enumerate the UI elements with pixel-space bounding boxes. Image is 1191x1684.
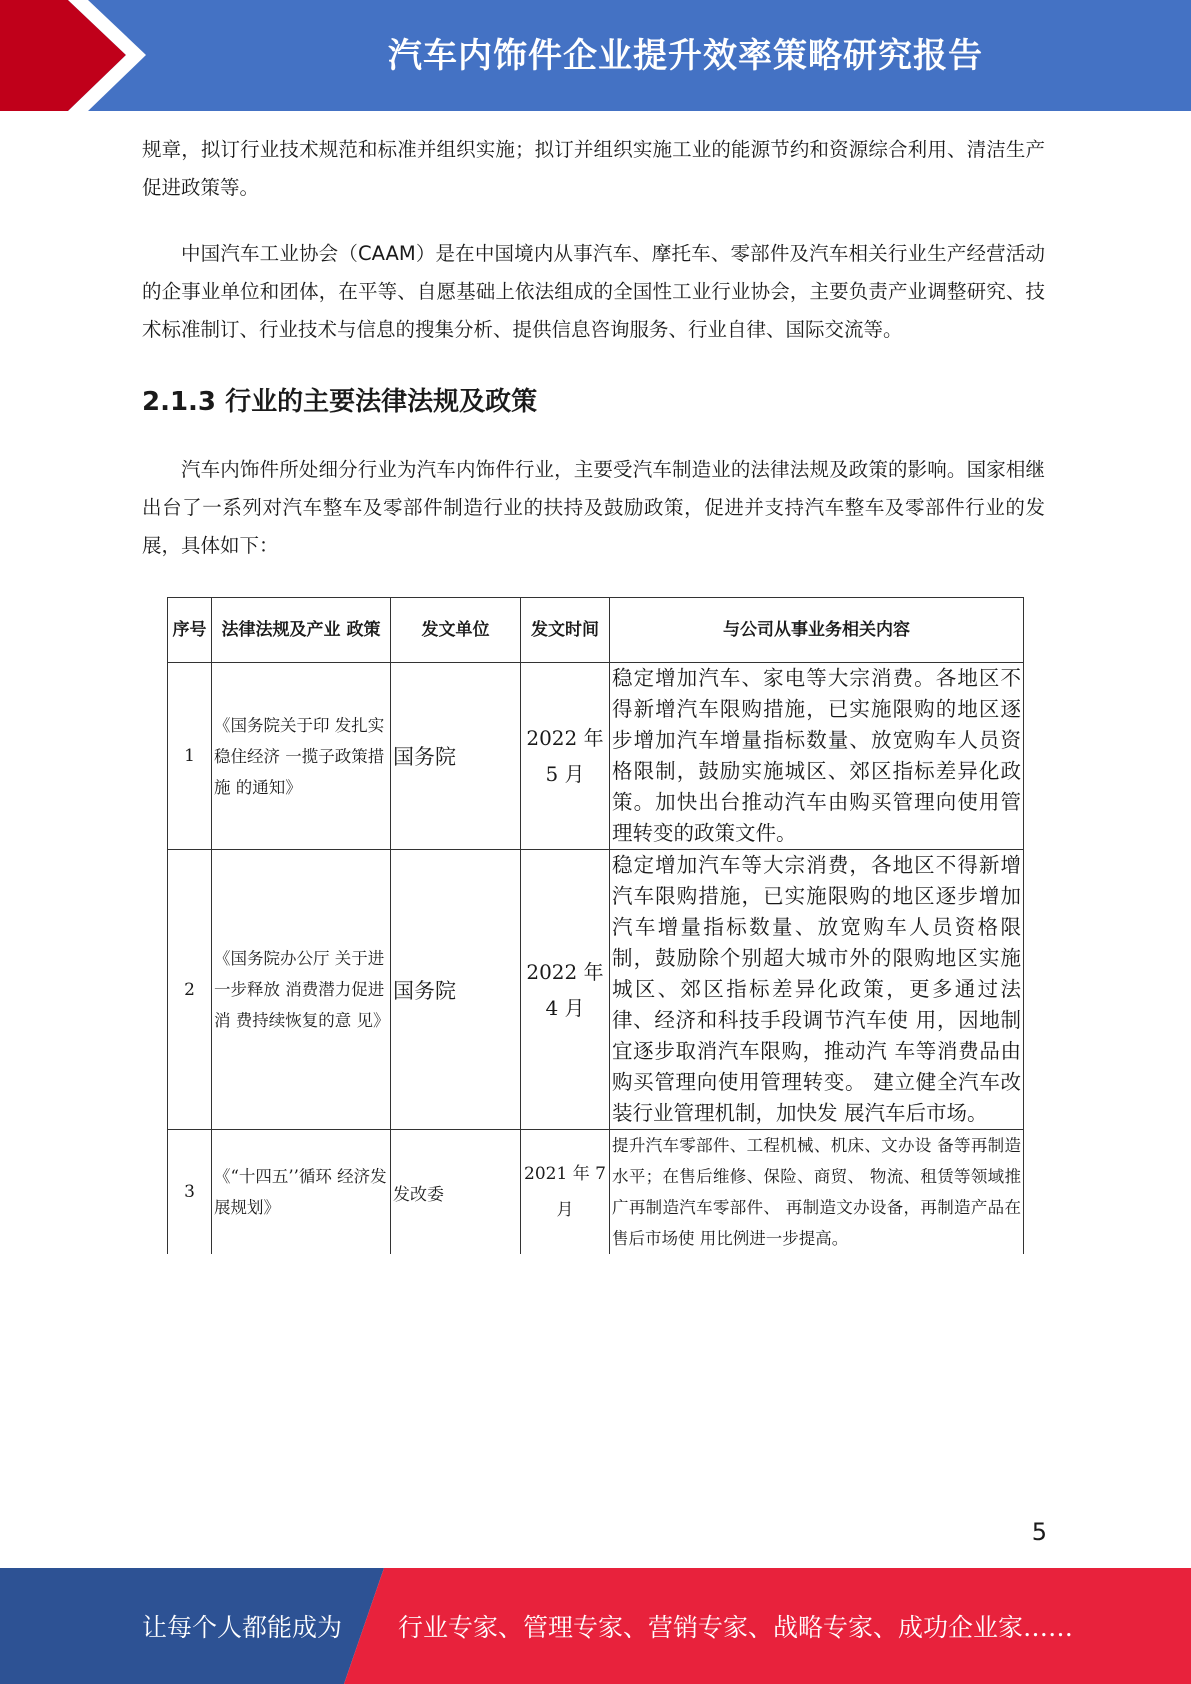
paragraph-caam: 中国汽车工业协会（CAAM）是在中国境内从事汽车、摩托车、零部件及汽车相关行业生产经营活动的企事业单位和团体，在平等、自愿基础上依法组成的全国性工业行业协会，主要负责产业调整研究、技术标准制订、行业技术与信息的搜集分析、提供信息咨询服务、行业自律、国际交流等。 — [142, 242, 1045, 341]
header-no: 序号 — [168, 598, 212, 663]
header-date: 发文时间 — [521, 598, 610, 663]
cell-no: 1 — [168, 663, 212, 850]
footer-slogan-left: 让每个人都能成为 — [142, 1613, 343, 1642]
cell-unit: 国务院 — [391, 663, 521, 850]
cell-policy-name: 《国务院办公厅 关于进一步释放 消费潜力促进消 费持续恢复的意 见》 — [212, 850, 391, 1130]
header-policy: 法律法规及产业 政策 — [212, 598, 391, 663]
report-title: 汽车内饰件企业提升效率策略研究报告 — [388, 36, 983, 76]
page-footer — [0, 1568, 1191, 1684]
cell-no: 2 — [168, 850, 212, 1130]
policy-table — [167, 597, 1024, 1254]
cell-policy-name: 《“十四五’’循环 经济发展规划》 — [212, 1130, 391, 1255]
cell-policy-name: 《国务院关于印 发扎实稳住经济 一揽子政策措施 的通知》 — [212, 663, 391, 850]
table-header-row — [168, 598, 1024, 663]
table-row — [168, 663, 1024, 850]
cell-date: 2021 年 7 月 — [521, 1130, 610, 1255]
cell-no: 3 — [168, 1130, 212, 1255]
page-content — [142, 131, 1045, 1254]
section-heading: 2.1.3 行业的主要法律法规及政策 — [142, 387, 538, 417]
cell-unit: 国务院 — [391, 850, 521, 1130]
footer-slogan-right: 行业专家、管理专家、营销专家、战略专家、成功企业家…… — [398, 1613, 1074, 1642]
table-row — [168, 1130, 1024, 1255]
section-intro: 汽车内饰件所处细分行业为汽车内饰件行业，主要受汽车制造业的法律法规及政策的影响。国家相继出台了一系列对汽车整车及零部件制造行业的扶持及鼓励政策，促进并支持汽车整车及零部件行业的发展，具体如下： — [142, 458, 1045, 557]
cell-content: 提升汽车零部件、工程机械、机床、文办设 备等再制造水平；在售后维修、保险、商贸、 物流、租赁等领域推广再制造汽车零部件、 再制造文办设备，再制造产品在售后市场使 用比例进一步提高。 — [610, 1130, 1024, 1255]
cell-content: 稳定增加汽车等大宗消费，各地区不得新增汽车限购措施，已实施限购的地区逐步增加汽车增量指标数量、放宽购车人员资格限制，鼓励除个别超大城市外的限购地区实施城区、郊区指标差异化政策，更多通过法律、经济和科技手段调节汽车使 用，因地制宜逐步取消汽车限购，推动汽 车等消费品由购买管理向使用管理转变。 建立健全汽车改装行业管理机制，加快发 展汽车后市场。 — [610, 850, 1024, 1130]
header-unit: 发文单位 — [391, 598, 521, 663]
cell-date: 2022 年 4 月 — [521, 850, 610, 1130]
cell-unit: 发改委 — [391, 1130, 521, 1255]
cell-content: 稳定增加汽车、家电等大宗消费。各地区不得新增汽车限购措施，已实施限购的地区逐步增加汽车增量指标数量、放宽购车人员资格限制，鼓励实施城区、郊区指标差异化政策。加快出台推动汽车由购买管理向使用管理转变的政策文件。 — [610, 663, 1024, 850]
table-row — [168, 850, 1024, 1130]
page-number: 5 — [1031, 1518, 1047, 1546]
header-content: 与公司从事业务相关内容 — [610, 598, 1024, 663]
page-header — [0, 0, 1191, 111]
paragraph-continued: 规章，拟订行业技术规范和标准并组织实施；拟订并组织实施工业的能源节约和资源综合利用、清洁生产促进政策等。 — [142, 138, 1045, 199]
cell-date: 2022 年 5 月 — [521, 663, 610, 850]
